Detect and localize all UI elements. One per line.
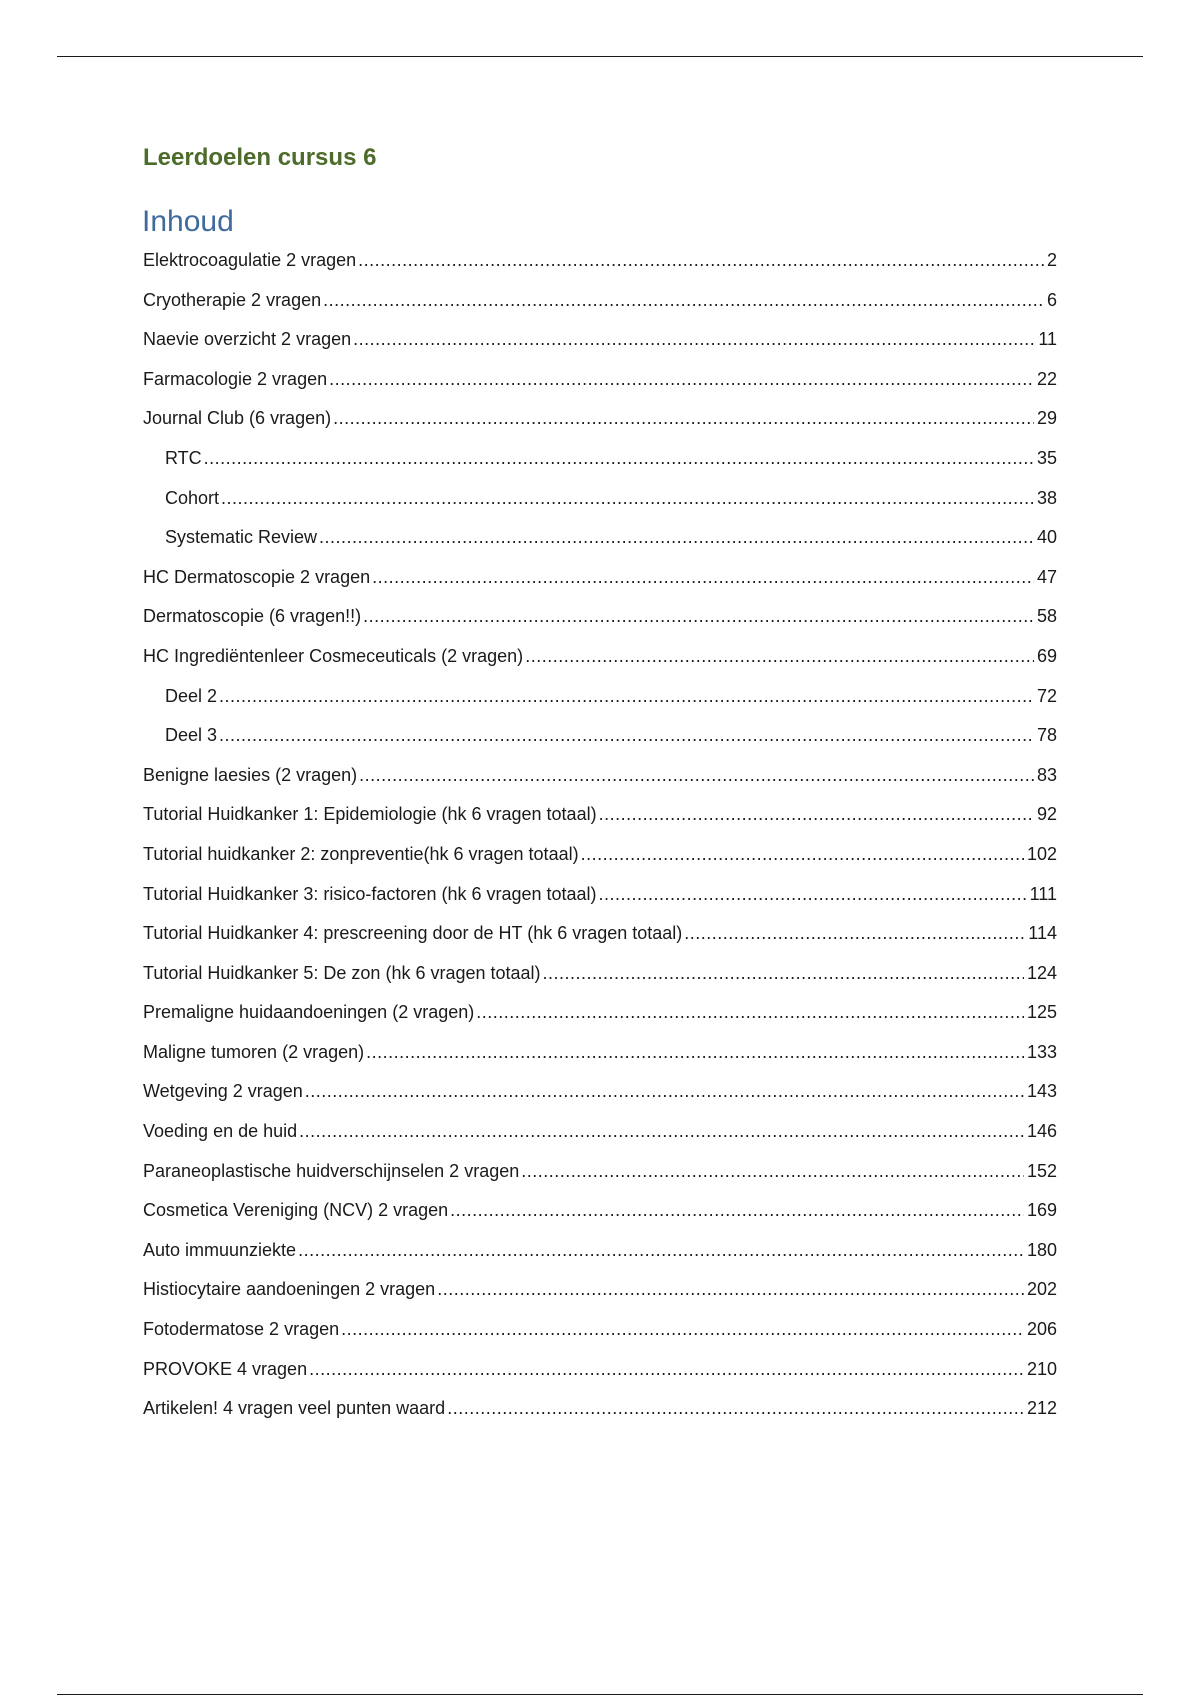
toc-entry-title: Elektrocoagulatie 2 vragen [143,250,357,270]
toc-entry-title: Cosmetica Vereniging (NCV) 2 vragen [143,1200,449,1221]
toc-entry[interactable] [143,997,1057,1037]
toc-entry[interactable] [143,1037,1057,1077]
toc-entry-title: Benigne laesies (2 vragen) [143,764,358,785]
toc-entry[interactable] [143,879,1057,919]
toc-entry[interactable] [143,760,1057,800]
toc-entry[interactable] [143,641,1057,681]
toc-entry[interactable] [143,839,1057,879]
toc-page-number: 143 [1026,1081,1057,1102]
toc-page-number: 78 [1036,725,1057,746]
toc-entry-title: HC Dermatoscopie 2 vragen [143,566,371,587]
toc-entry-title: Cohort [165,487,220,508]
footer-rule [57,1694,1143,1695]
toc-page-number: 22 [1036,368,1057,389]
toc-entry-title: Deel 2 [165,685,218,706]
toc-entry-title: Wetgeving 2 vragen [143,1081,303,1102]
toc-page-number: 114 [1028,923,1057,944]
toc-entry[interactable] [143,285,1057,325]
toc-page-number: 133 [1026,1041,1057,1062]
toc-page-number: 111 [1029,883,1057,904]
toc-page-number: 47 [1036,566,1057,587]
toc-dot-leader [684,918,1025,948]
toc-dot-leader [219,720,1034,750]
toc-page-number: 152 [1026,1160,1057,1181]
toc-page-number: 29 [1036,408,1057,429]
toc-entry-title: Histiocytaire aandoeningen 2 vragen [143,1279,436,1300]
toc-entry-title: Tutorial Huidkanker 5: De zon (hk 6 vragen totaal) [143,962,541,983]
toc-entry[interactable] [143,1274,1057,1314]
toc-dot-leader [333,403,1034,433]
toc-entry[interactable] [143,1354,1057,1394]
toc-dot-leader [299,1116,1024,1146]
toc-entry[interactable] [143,1076,1057,1116]
toc-entry[interactable] [143,918,1057,958]
toc-dot-leader [319,522,1034,552]
toc-dot-leader [358,245,1044,275]
toc-page-number: 202 [1026,1279,1057,1300]
toc-entry[interactable] [143,601,1057,641]
toc-entry-title: HC Ingrediëntenleer Cosmeceuticals (2 vragen) [143,645,524,666]
toc-entry[interactable] [143,364,1057,404]
toc-page-number: 210 [1026,1358,1057,1379]
toc-dot-leader [329,364,1034,394]
toc-page-number: 92 [1036,804,1057,825]
toc-entry-title: Cryotherapie 2 vragen [143,289,322,310]
toc-page-number: 40 [1036,527,1057,548]
toc-page-number: 11 [1038,329,1057,350]
toc-entry-title: Tutorial huidkanker 2: zonpreventie(hk 6 vragen totaal) [143,843,579,864]
toc-page-number: 125 [1026,1002,1057,1023]
table-of-contents [143,245,1057,1433]
toc-entry-title: Artikelen! 4 vragen veel punten waard [143,1398,446,1419]
toc-dot-leader [372,562,1034,592]
toc-dot-leader [599,879,1027,909]
toc-entry[interactable] [143,1195,1057,1235]
toc-entry-title: Auto immuunziekte [143,1239,297,1260]
toc-dot-leader [219,681,1034,711]
toc-entry[interactable] [143,1235,1057,1275]
toc-page-number: 146 [1026,1121,1057,1142]
toc-entry[interactable] [143,324,1057,364]
toc-dot-leader [309,1354,1024,1384]
toc-dot-leader [305,1076,1024,1106]
toc-page-number: 38 [1036,487,1057,508]
toc-page-number: 169 [1026,1200,1057,1221]
toc-entry[interactable] [143,1156,1057,1196]
toc-dot-leader [204,443,1034,473]
toc-entry[interactable] [143,958,1057,998]
toc-entry[interactable] [143,1393,1057,1433]
toc-entry-title: Farmacologie 2 vragen [143,368,328,389]
toc-dot-leader [581,839,1024,869]
toc-page-number: 206 [1026,1319,1057,1340]
toc-entry[interactable] [143,799,1057,839]
toc-entry[interactable] [143,403,1057,443]
toc-entry-title: Tutorial Huidkanker 3: risico-factoren (hk 6 vragen totaal) [143,883,597,904]
toc-entry[interactable] [143,1314,1057,1354]
toc-page-number: 2 [1046,250,1057,270]
toc-page-number: 69 [1036,645,1057,666]
toc-page-number: 180 [1026,1239,1057,1260]
toc-dot-leader [366,1037,1024,1067]
toc-entry-title: Journal Club (6 vragen) [143,408,332,429]
toc-entry-title: Voeding en de huid [143,1121,298,1142]
toc-page-number: 35 [1036,447,1057,468]
toc-page-number: 6 [1046,289,1057,310]
toc-dot-leader [450,1195,1024,1225]
toc-entry-title: Tutorial Huidkanker 4: prescreening door de HT (hk 6 vragen totaal) [143,923,683,944]
toc-dot-leader [599,799,1034,829]
toc-entry[interactable] [143,720,1057,760]
toc-entry-title: Fotodermatose 2 vragen [143,1319,340,1340]
toc-entry[interactable] [143,562,1057,602]
toc-dot-leader [363,601,1034,631]
toc-dot-leader [476,997,1024,1027]
toc-entry-title: Tutorial Huidkanker 1: Epidemiologie (hk 6 vragen totaal) [143,804,597,825]
toc-page-number: 83 [1036,764,1057,785]
toc-entry-title: Deel 3 [165,725,218,746]
toc-entry[interactable] [143,443,1057,483]
toc-entry-title: Paraneoplastische huidverschijnselen 2 vragen [143,1160,520,1181]
toc-dot-leader [221,483,1034,513]
toc-dot-leader [353,324,1035,354]
toc-dot-leader [437,1274,1024,1304]
toc-entry-title: PROVOKE 4 vragen [143,1358,308,1379]
toc-entry-title: RTC [165,447,202,468]
document-title: Leerdoelen cursus 6 [143,144,377,171]
toc-entry[interactable] [143,1116,1057,1156]
toc-dot-leader [447,1393,1024,1423]
toc-entry-title: Systematic Review [165,527,318,548]
toc-dot-leader [525,641,1034,671]
toc-entry[interactable] [143,245,1057,285]
toc-dot-leader [298,1235,1024,1265]
toc-entry-title: Naevie overzicht 2 vragen [143,329,352,350]
toc-entry-title: Maligne tumoren (2 vragen) [143,1041,365,1062]
toc-dot-leader [323,285,1044,315]
toc-heading: Inhoud [142,205,234,238]
toc-entry[interactable] [143,483,1057,523]
toc-page-number: 58 [1036,606,1057,627]
toc-page-number: 124 [1026,962,1057,983]
toc-page-number: 212 [1026,1398,1057,1419]
header-rule [57,56,1143,57]
toc-entry[interactable] [143,681,1057,721]
toc-dot-leader [341,1314,1024,1344]
toc-entry[interactable] [143,522,1057,562]
toc-dot-leader [521,1156,1024,1186]
toc-page-number: 72 [1036,685,1057,706]
toc-dot-leader [543,958,1024,988]
toc-entry-title: Dermatoscopie (6 vragen!!) [143,606,362,627]
toc-dot-leader [359,760,1034,790]
toc-entry-title: Premaligne huidaandoeningen (2 vragen) [143,1002,475,1023]
toc-page-number: 102 [1026,843,1057,864]
